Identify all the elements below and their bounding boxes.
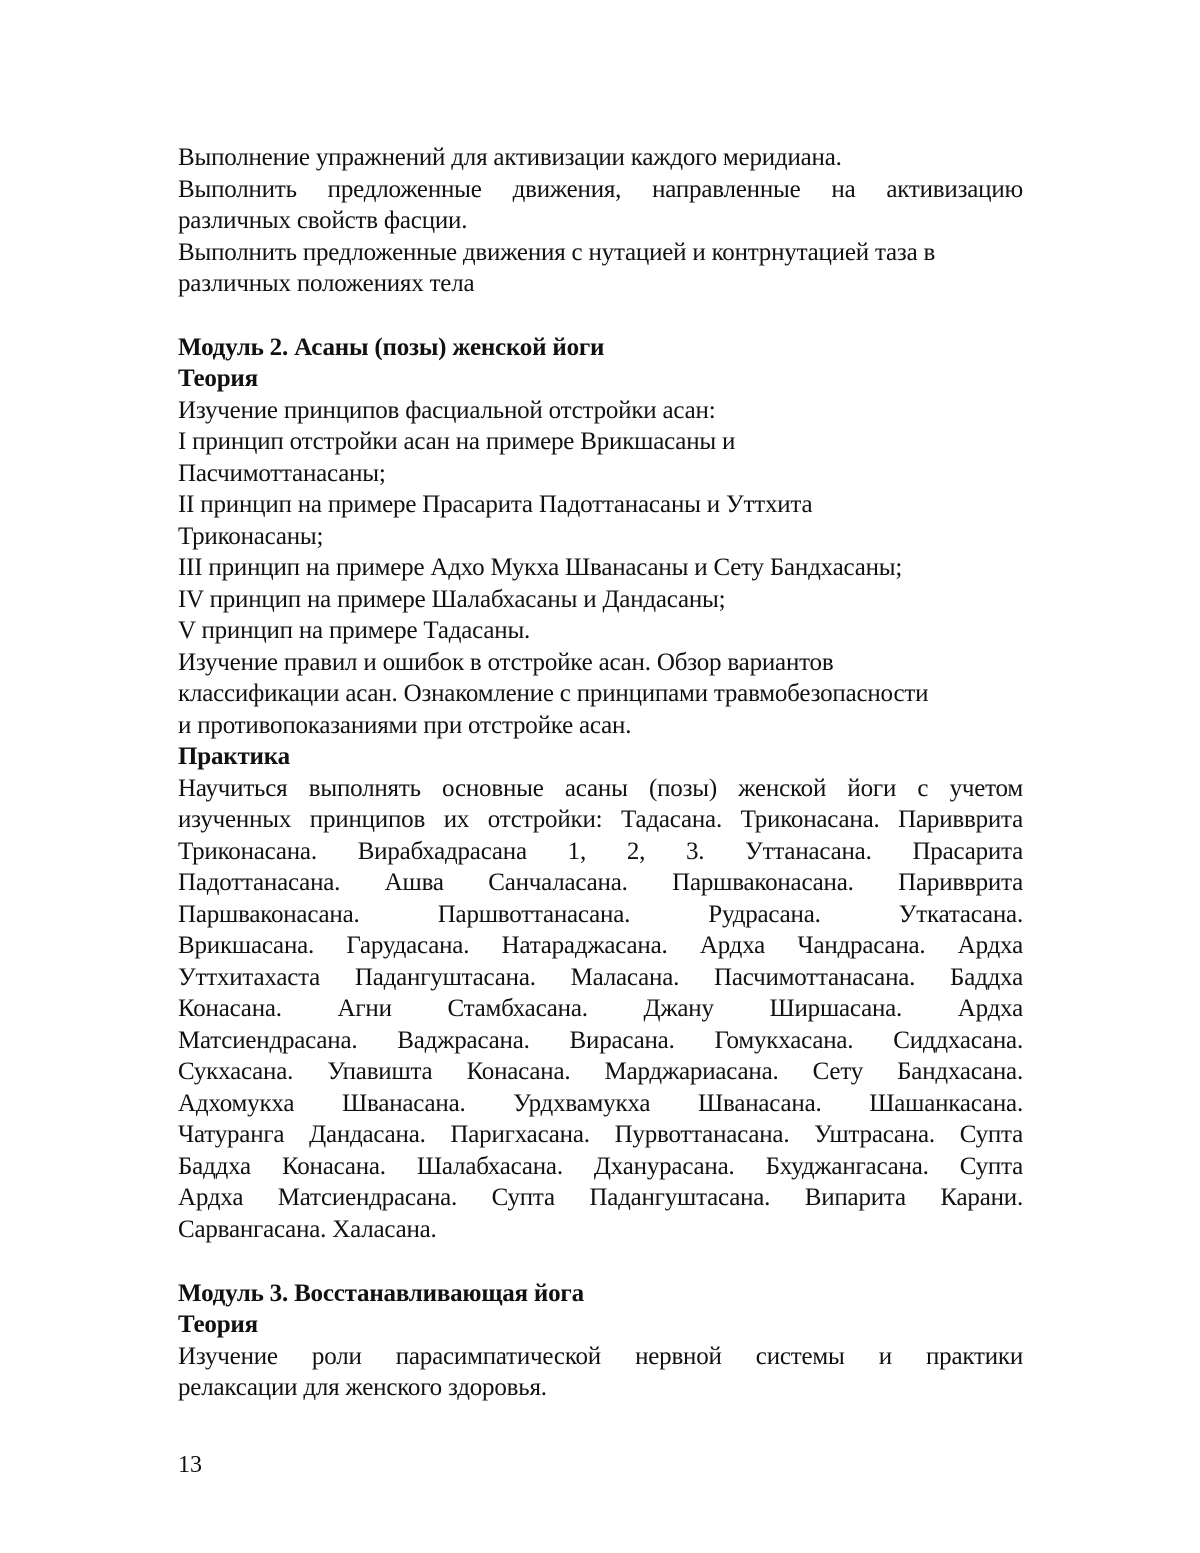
module-2-theory-line: классификации асан. Ознакомление с принципами травмобезопасности xyxy=(178,680,929,707)
module-2-practice-line: Научиться выполнять основные асаны (позы) женской йоги с учетом xyxy=(178,775,1023,802)
module-2-practice-line: Падоттанасана. Ашва Санчаласана. Паршваконасана. Паривврита xyxy=(178,869,1023,896)
module-2-title: Модуль 2. Асаны (позы) женской йоги xyxy=(178,334,605,361)
page-number: 13 xyxy=(178,1452,202,1478)
module-2-practice-line: Баддха Конасана. Шалабхасана. Дханурасана. Бхуджангасана. Супта xyxy=(178,1153,1023,1180)
module-2-theory-line: I принцип отстройки асан на примере Врикшасаны и xyxy=(178,428,736,455)
module-2-theory-line: III принцип на примере Адхо Мукха Шванасаны и Сету Бандхасаны; xyxy=(178,554,903,581)
module-2-theory-line: и противопоказаниями при отстройке асан. xyxy=(178,712,632,739)
module-2-practice-heading: Практика xyxy=(178,743,290,770)
module-2-practice-line: Врикшасана. Гарудасана. Натараджасана. Ардха Чандрасана. Ардха xyxy=(178,932,1023,959)
module-3-theory-heading: Теория xyxy=(178,1311,258,1338)
module-2-theory-line: II принцип на примере Прасарита Падоттанасаны и Уттхита xyxy=(178,491,813,518)
module-2-theory-line: Изучение принципов фасциальной отстройки асан: xyxy=(178,397,716,424)
module-2-practice-line: Чатуранга Дандасана. Паригхасана. Пурвоттанасана. Уштрасана. Супта xyxy=(178,1121,1023,1148)
module-2-practice-line: Сукхасана. Упавишта Конасана. Марджариасана. Сету Бандхасана. xyxy=(178,1058,1023,1085)
module-2-theory-line: Изучение правил и ошибок в отстройке асан. Обзор вариантов xyxy=(178,649,834,676)
module-2-practice-line: Триконасана. Вирабхадрасана 1, 2, 3. Уттанасана. Прасарита xyxy=(178,838,1023,865)
module-2-theory-line: V принцип на примере Тадасаны. xyxy=(178,617,531,644)
module-2-practice-line: Адхомукха Шванасана. Урдхвамукха Шванасана. Шашанкасана. xyxy=(178,1090,1023,1117)
module-2-practice-line: Ардха Матсиендрасана. Супта Падангуштасана. Випарита Карани. xyxy=(178,1184,1023,1211)
module-2-practice-line: изученных принципов их отстройки: Тадасана. Триконасана. Паривврита xyxy=(178,806,1023,833)
module-2-practice-line: Уттхитахаста Падангуштасана. Маласана. Пасчимоттанасана. Баддха xyxy=(178,964,1023,991)
module-2-theory-line: Триконасаны; xyxy=(178,523,324,550)
module-2-practice-line: Паршваконасана. Паршвоттанасана. Рудрасана. Уткатасана. xyxy=(178,901,1023,928)
intro-line-3: различных свойств фасции. xyxy=(178,207,468,234)
module-2-theory-line: Пасчимоттанасаны; xyxy=(178,460,386,487)
module-3-title: Модуль 3. Восстанавливающая йога xyxy=(178,1280,584,1307)
module-2-theory-line: IV принцип на примере Шалабхасаны и Дандасаны; xyxy=(178,586,726,613)
module-3-theory-line: релаксации для женского здоровья. xyxy=(178,1374,547,1401)
module-2-theory-heading: Теория xyxy=(178,365,258,392)
intro-line-2: Выполнить предложенные движения, направленные на активизацию xyxy=(178,176,1023,203)
module-2-practice-line: Матсиендрасана. Ваджрасана. Вирасана. Гомукхасана. Сиддхасана. xyxy=(178,1027,1023,1054)
module-2-practice-line: Конасана. Агни Стамбхасана. Джану Ширшасана. Ардха xyxy=(178,995,1023,1022)
module-2-practice-line: Сарвангасана. Халасана. xyxy=(178,1216,437,1243)
intro-line-4: Выполнить предложенные движения с нутацией и контрнутацией таза в xyxy=(178,239,936,266)
module-3-theory-line: Изучение роли парасимпатической нервной системы и практики xyxy=(178,1343,1023,1370)
intro-line-1: Выполнение упражнений для активизации каждого меридиана. xyxy=(178,144,842,171)
intro-line-5: различных положениях тела xyxy=(178,270,475,297)
